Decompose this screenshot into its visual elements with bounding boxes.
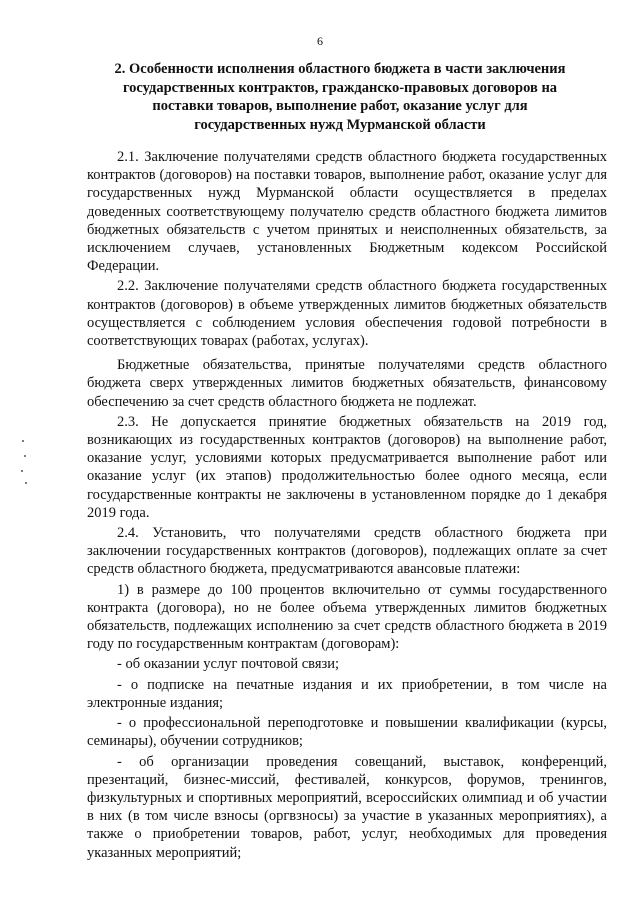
- list-item-subscription: - о подписке на печатные издания и их приобретении, в том числе на электронные издания;: [87, 676, 607, 711]
- scan-speck: [24, 455, 26, 457]
- section-title: 2. Особенности исполнения областного бюджета в части заключения государственных контрактов, гражданско-правовых договоров на поставки товаров, выполнение работ, оказание услуг для государственных нужд Мурманской области: [114, 61, 566, 133]
- list-item-training: - о профессиональной переподготовке и повышении квалификации (курсы, семинары), обучении сотрудников;: [87, 715, 607, 750]
- page-number: 6: [317, 34, 323, 48]
- scan-speck: [21, 470, 23, 472]
- paragraph-item-1: 1) в размере до 100 процентов включительно от суммы государственного контракта (договора), но не более объема утвержденных лимитов бюджетных обязательств, подлежащих исполнению за счет средств областного бюджета в 2019 году по государственным контрактам (договорам):: [87, 581, 607, 653]
- list-item-events: - об организации проведения совещаний, выставок, конференций, презентаций, бизнес-миссий, фестивалей, конкурсов, форумов, тренингов, физкультурных и спортивных мероприятий, всероссийских олимпиад и об участии в них (в том числе взносы (оргвзносы) за участие в указанных мероприятиях), а также о приобретении товаров, работ, услуг, необходимых для проведения указанных мероприятий;: [87, 753, 607, 861]
- scan-speck: [25, 482, 27, 484]
- paragraph-2-3: 2.3. Не допускается принятие бюджетных обязательств на 2019 год, возникающих из государственных контрактов (договоров) на выполнение работ, оказание услуг, условиями которых предусматривается выполнение работ или оказание услуг (их этапов) продолжительностью более одного месяца, если государственные контракты не заключены в установленном порядке до 1 декабря 2019 года.: [87, 413, 607, 521]
- scan-speck: [22, 440, 24, 442]
- paragraph-budget-obligations: Бюджетные обязательства, принятые получателями средств областного бюджета сверх утвержденных лимитов бюджетных обязательств, финансовому обеспечению за счет средств областного бюджета не подлежат.: [87, 357, 607, 410]
- document-body: [87, 148, 607, 864]
- paragraph-2-4: 2.4. Установить, что получателями средств областного бюджета при заключении государственных контрактов (договоров), подлежащих оплате за счет средств областного бюджета, предусматриваются авансовые платежи:: [87, 525, 607, 578]
- list-item-postal: - об оказании услуг почтовой связи;: [117, 656, 340, 673]
- paragraph-2-1: 2.1. Заключение получателями средств областного бюджета государственных контрактов (договоров) на поставки товаров, выполнение работ, оказание услуг для государственных нужд Мурманской области осуществляется в пределах доведенных соответствующему получателю средств областного бюджета лимитов бюджетных обязательств с учетом принятых и неисполненных обязательств, за исключением случаев, установленных Бюджетным кодексом Российской Федерации.: [87, 149, 607, 275]
- paragraph-2-2: 2.2. Заключение получателями средств областного бюджета государственных контрактов (договоров) в объеме утвержденных лимитов бюджетных обязательств осуществляется с соблюдением условия обеспечения годовой потребности в соответствующих товарах (работах, услугах).: [87, 278, 607, 350]
